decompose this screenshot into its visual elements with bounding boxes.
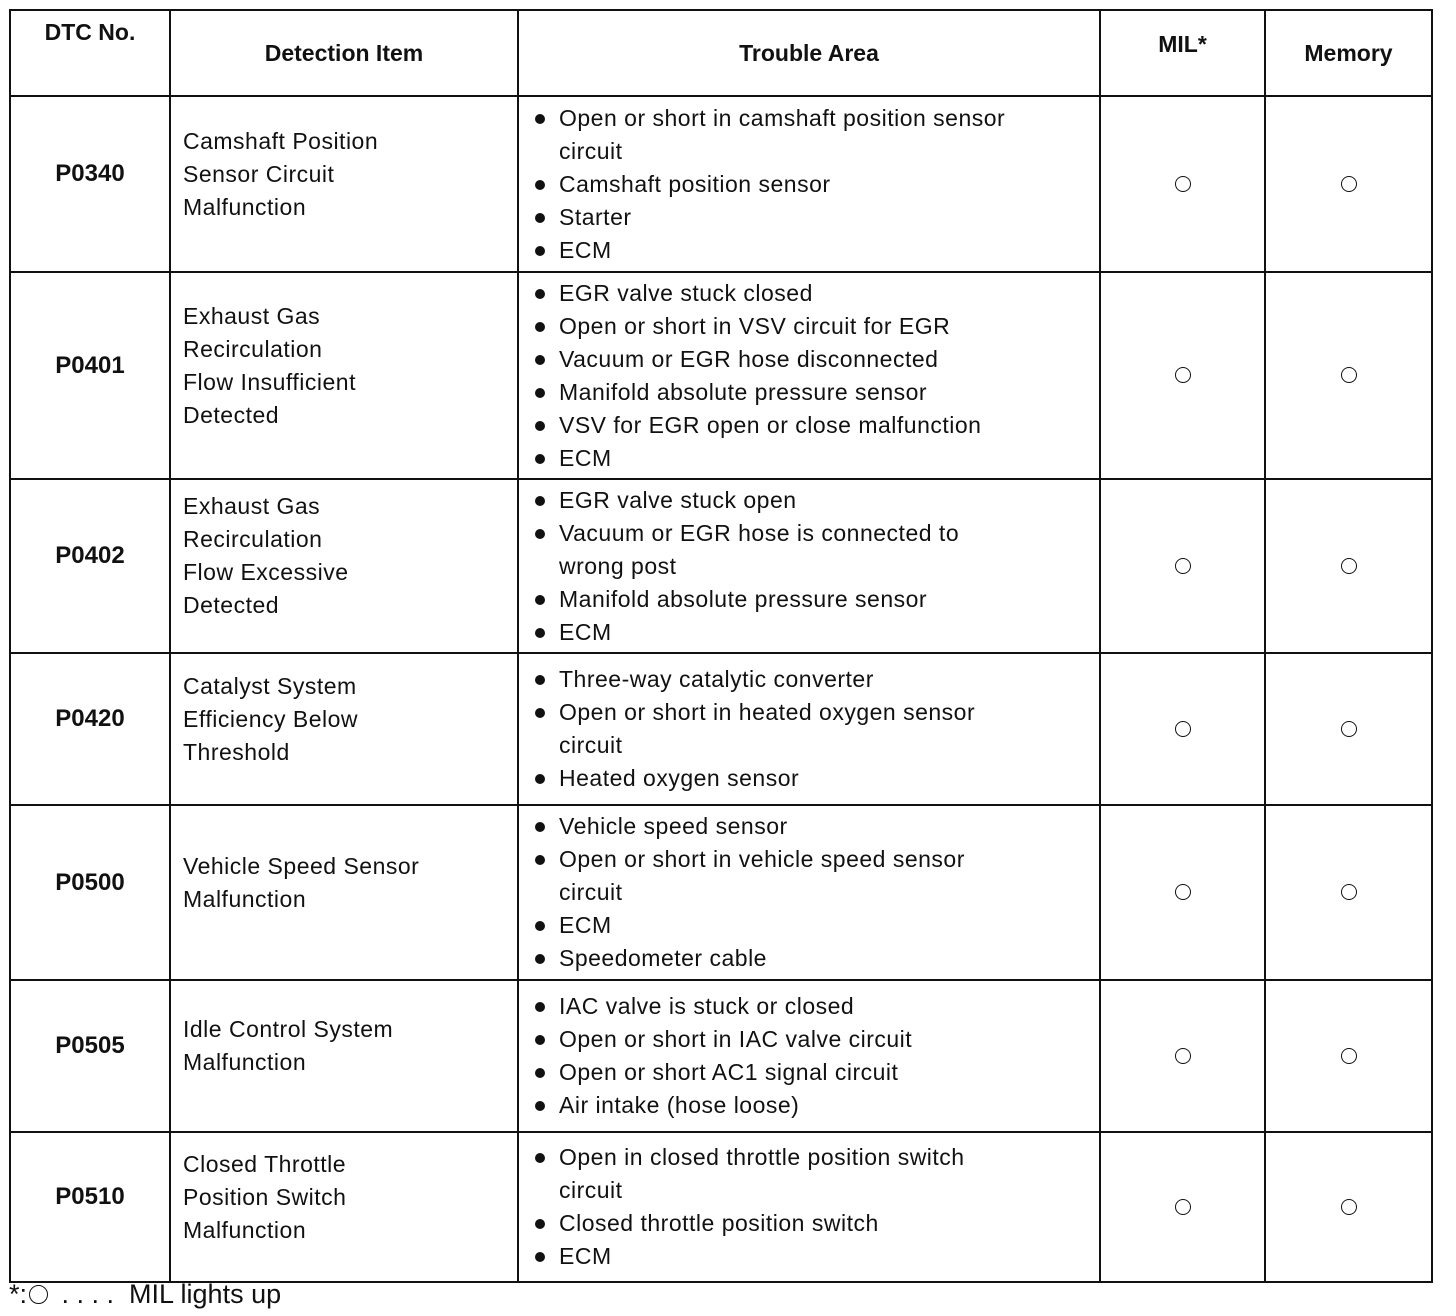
table-row — [10, 479, 1432, 653]
detection-item-line: Recirculation — [183, 335, 323, 362]
dtc-table — [9, 9, 1433, 1283]
dtc-code: P0402 — [55, 542, 125, 569]
list-item — [533, 234, 1099, 267]
circle-icon — [1175, 721, 1191, 737]
dtc-code-cell — [10, 805, 170, 980]
dtc-code: P0510 — [55, 1183, 125, 1210]
list-item — [533, 409, 1099, 442]
detection-item-line: Camshaft Position — [183, 127, 379, 154]
trouble-area-line: Starter — [559, 203, 632, 230]
list-item — [533, 942, 1099, 975]
list-item — [533, 909, 1099, 942]
trouble-area-cell — [518, 272, 1100, 479]
trouble-area-cell — [518, 479, 1100, 653]
trouble-area-line: wrong post — [559, 552, 677, 579]
list-item — [533, 762, 1099, 795]
detection-item-text — [183, 670, 517, 769]
trouble-area-line: Camshaft position sensor — [559, 170, 831, 197]
circle-icon — [1341, 1199, 1357, 1215]
trouble-area-line: Vehicle speed sensor — [559, 813, 788, 839]
detection-item-line: Threshold — [183, 738, 290, 765]
dtc-code: P0340 — [55, 160, 125, 187]
bullet-icon — [535, 454, 545, 464]
detection-item-line: Malfunction — [183, 885, 307, 912]
list-item — [533, 616, 1099, 649]
dtc-code-cell — [10, 1132, 170, 1282]
bullet-icon — [535, 1068, 545, 1078]
bullet-icon — [535, 529, 545, 539]
mil-cell — [1100, 1132, 1265, 1282]
bullet-icon — [535, 855, 545, 865]
trouble-area-cell — [518, 1132, 1100, 1282]
bullet-icon — [535, 628, 545, 638]
detection-item-line: Catalyst System — [183, 672, 357, 699]
circle-icon — [1175, 884, 1191, 900]
trouble-area-line: EGR valve stuck open — [559, 486, 797, 513]
trouble-area-line: Manifold absolute pressure sensor — [559, 378, 928, 405]
dtc-code: P0420 — [55, 705, 125, 732]
bullet-icon — [535, 421, 545, 431]
circle-icon — [1175, 367, 1191, 383]
trouble-area-cell — [518, 980, 1100, 1132]
table-row — [10, 272, 1432, 479]
dtc-code: P0505 — [55, 1032, 125, 1059]
trouble-area-line: ECM — [559, 912, 612, 938]
detection-item-line: Exhaust Gas — [183, 302, 321, 329]
circle-icon — [1341, 176, 1357, 192]
trouble-area-line: circuit — [559, 732, 623, 758]
header-memory: Memory — [1265, 10, 1432, 96]
list-item — [533, 1056, 1099, 1089]
trouble-area-line: ECM — [559, 444, 612, 471]
bullet-icon — [535, 954, 545, 964]
memory-cell — [1265, 479, 1432, 653]
bullet-icon — [535, 1153, 545, 1163]
trouble-area-line: Vacuum or EGR hose disconnected — [559, 345, 939, 372]
header-trouble-area: Trouble Area — [518, 10, 1100, 96]
list-item — [533, 1207, 1099, 1240]
detection-item-cell — [170, 96, 518, 272]
list-item — [533, 201, 1099, 234]
trouble-area-line: circuit — [559, 879, 623, 905]
trouble-area-line: Vacuum or EGR hose is connected to — [559, 519, 960, 546]
bullet-icon — [535, 355, 545, 365]
detection-item-line: Malfunction — [183, 1216, 307, 1243]
list-item — [533, 1240, 1099, 1273]
mil-cell — [1100, 980, 1265, 1132]
circle-icon — [1175, 558, 1191, 574]
list-item — [533, 696, 1099, 762]
detection-item-line: Detected — [183, 592, 280, 618]
trouble-area-line: circuit — [559, 1177, 623, 1203]
bullet-icon — [535, 289, 545, 299]
trouble-area-line: Open or short in heated oxygen sensor — [559, 699, 976, 725]
table-row — [10, 653, 1432, 805]
list-item — [533, 168, 1099, 201]
memory-cell — [1265, 980, 1432, 1132]
table-row — [10, 980, 1432, 1132]
dtc-code: P0401 — [55, 351, 125, 379]
trouble-area-line: Open or short in IAC valve circuit — [559, 1026, 913, 1052]
trouble-area-list — [519, 1139, 1099, 1275]
detection-item-cell — [170, 980, 518, 1132]
trouble-area-cell — [518, 96, 1100, 272]
detection-item-line: Detected — [183, 401, 280, 428]
memory-cell — [1265, 653, 1432, 805]
header-detection-item: Detection Item — [170, 10, 518, 96]
bullet-icon — [535, 322, 545, 332]
trouble-area-line: Open or short AC1 signal circuit — [559, 1059, 899, 1085]
detection-item-text — [183, 850, 517, 916]
list-item — [533, 102, 1099, 168]
mil-cell — [1100, 479, 1265, 653]
list-item — [533, 484, 1099, 517]
trouble-area-line: Closed throttle position switch — [559, 1210, 879, 1236]
footnote-prefix: *: — [9, 1279, 28, 1309]
memory-cell — [1265, 805, 1432, 980]
bullet-icon — [535, 774, 545, 784]
list-item — [533, 583, 1099, 616]
memory-cell — [1265, 1132, 1432, 1282]
circle-icon — [29, 1285, 48, 1304]
trouble-area-cell — [518, 805, 1100, 980]
detection-item-line: Idle Control System — [183, 1016, 394, 1042]
trouble-area-line: Manifold absolute pressure sensor — [559, 585, 928, 612]
detection-item-cell — [170, 653, 518, 805]
detection-item-cell — [170, 1132, 518, 1282]
list-item — [533, 1089, 1099, 1122]
detection-item-line: Efficiency Below — [183, 705, 359, 732]
detection-item-line: Position Switch — [183, 1183, 347, 1210]
memory-cell — [1265, 96, 1432, 272]
dtc-code-cell — [10, 272, 170, 479]
trouble-area-line: Open or short in VSV circuit for EGR — [559, 312, 951, 339]
detection-item-cell — [170, 805, 518, 980]
detection-item-cell — [170, 479, 518, 653]
bullet-icon — [535, 1035, 545, 1045]
list-item — [533, 663, 1099, 696]
list-item — [533, 1141, 1099, 1207]
trouble-area-cell — [518, 653, 1100, 805]
trouble-area-line: ECM — [559, 618, 612, 645]
bullet-icon — [535, 1002, 545, 1012]
list-item — [533, 1023, 1099, 1056]
trouble-area-list — [519, 482, 1099, 651]
list-item — [533, 517, 1099, 583]
circle-icon — [1341, 1048, 1357, 1064]
table-row — [10, 96, 1432, 272]
list-item — [533, 343, 1099, 376]
circle-icon — [1175, 176, 1191, 192]
trouble-area-line: Open or short in vehicle speed sensor — [559, 846, 965, 872]
bullet-icon — [535, 180, 545, 190]
detection-item-line: Recirculation — [183, 526, 323, 552]
list-item — [533, 442, 1099, 475]
detection-item-line: Vehicle Speed Sensor — [183, 852, 420, 879]
circle-icon — [1341, 884, 1357, 900]
circle-icon — [1175, 1048, 1191, 1064]
circle-icon — [1341, 367, 1357, 383]
bullet-icon — [535, 246, 545, 256]
bullet-icon — [535, 1252, 545, 1262]
list-item — [533, 990, 1099, 1023]
list-item — [533, 310, 1099, 343]
trouble-area-line: ECM — [559, 1243, 612, 1269]
bullet-icon — [535, 921, 545, 931]
detection-item-text — [183, 300, 517, 432]
circle-icon — [1341, 721, 1357, 737]
bullet-icon — [535, 675, 545, 685]
bullet-icon — [535, 595, 545, 605]
table-row — [10, 1132, 1432, 1282]
mil-cell — [1100, 272, 1265, 479]
trouble-area-line: Open in closed throttle position switch — [559, 1144, 965, 1170]
detection-item-line: Malfunction — [183, 1049, 307, 1075]
bullet-icon — [535, 1101, 545, 1111]
header-mil: MIL* — [1100, 10, 1265, 96]
trouble-area-line: IAC valve is stuck or closed — [559, 993, 855, 1019]
footnote-text: . . . . MIL lights up — [54, 1279, 282, 1309]
detection-item-cell — [170, 272, 518, 479]
trouble-area-line: Air intake (hose loose) — [559, 1092, 800, 1118]
detection-item-text — [183, 1148, 517, 1247]
mil-cell — [1100, 653, 1265, 805]
table-row — [10, 805, 1432, 980]
bullet-icon — [535, 1219, 545, 1229]
dtc-code-cell — [10, 653, 170, 805]
list-item — [533, 277, 1099, 310]
circle-icon — [1341, 558, 1357, 574]
mil-cell — [1100, 96, 1265, 272]
detection-item-line: Malfunction — [183, 193, 307, 220]
footnote — [9, 1276, 281, 1312]
trouble-area-line: EGR valve stuck closed — [559, 279, 813, 306]
circle-icon — [1175, 1199, 1191, 1215]
list-item — [533, 810, 1099, 843]
dtc-code: P0500 — [55, 868, 125, 896]
table-header-row — [10, 10, 1432, 96]
detection-item-line: Flow Excessive — [183, 559, 349, 585]
trouble-area-line: Open or short in camshaft position sensor — [559, 104, 1006, 131]
detection-item-line: Closed Throttle — [183, 1150, 347, 1177]
bullet-icon — [535, 114, 545, 124]
mil-cell — [1100, 805, 1265, 980]
detection-item-text — [183, 490, 517, 622]
bullet-icon — [535, 822, 545, 832]
trouble-area-line: Speedometer cable — [559, 945, 767, 971]
header-dtc-no: DTC No. — [10, 10, 170, 96]
trouble-area-list — [519, 275, 1099, 477]
list-item — [533, 843, 1099, 909]
dtc-code-cell — [10, 980, 170, 1132]
trouble-area-line: VSV for EGR open or close malfunction — [559, 411, 982, 438]
list-item — [533, 376, 1099, 409]
trouble-area-line: circuit — [559, 137, 623, 164]
detection-item-line: Flow Insufficient — [183, 368, 356, 395]
trouble-area-line: Three-way catalytic converter — [559, 666, 874, 692]
dtc-code-cell — [10, 479, 170, 653]
trouble-area-line: ECM — [559, 236, 612, 263]
bullet-icon — [535, 496, 545, 506]
bullet-icon — [535, 388, 545, 398]
memory-cell — [1265, 272, 1432, 479]
table-body — [10, 96, 1432, 1282]
bullet-icon — [535, 708, 545, 718]
detection-item-line: Exhaust Gas — [183, 493, 321, 519]
trouble-area-list — [519, 988, 1099, 1124]
trouble-area-list — [519, 661, 1099, 797]
trouble-area-line: Heated oxygen sensor — [559, 765, 800, 791]
detection-item-line: Sensor Circuit — [183, 160, 335, 187]
detection-item-text — [183, 1013, 517, 1079]
trouble-area-list — [519, 100, 1099, 269]
dtc-code-cell — [10, 96, 170, 272]
bullet-icon — [535, 213, 545, 223]
detection-item-text — [183, 125, 517, 224]
trouble-area-list — [519, 808, 1099, 977]
